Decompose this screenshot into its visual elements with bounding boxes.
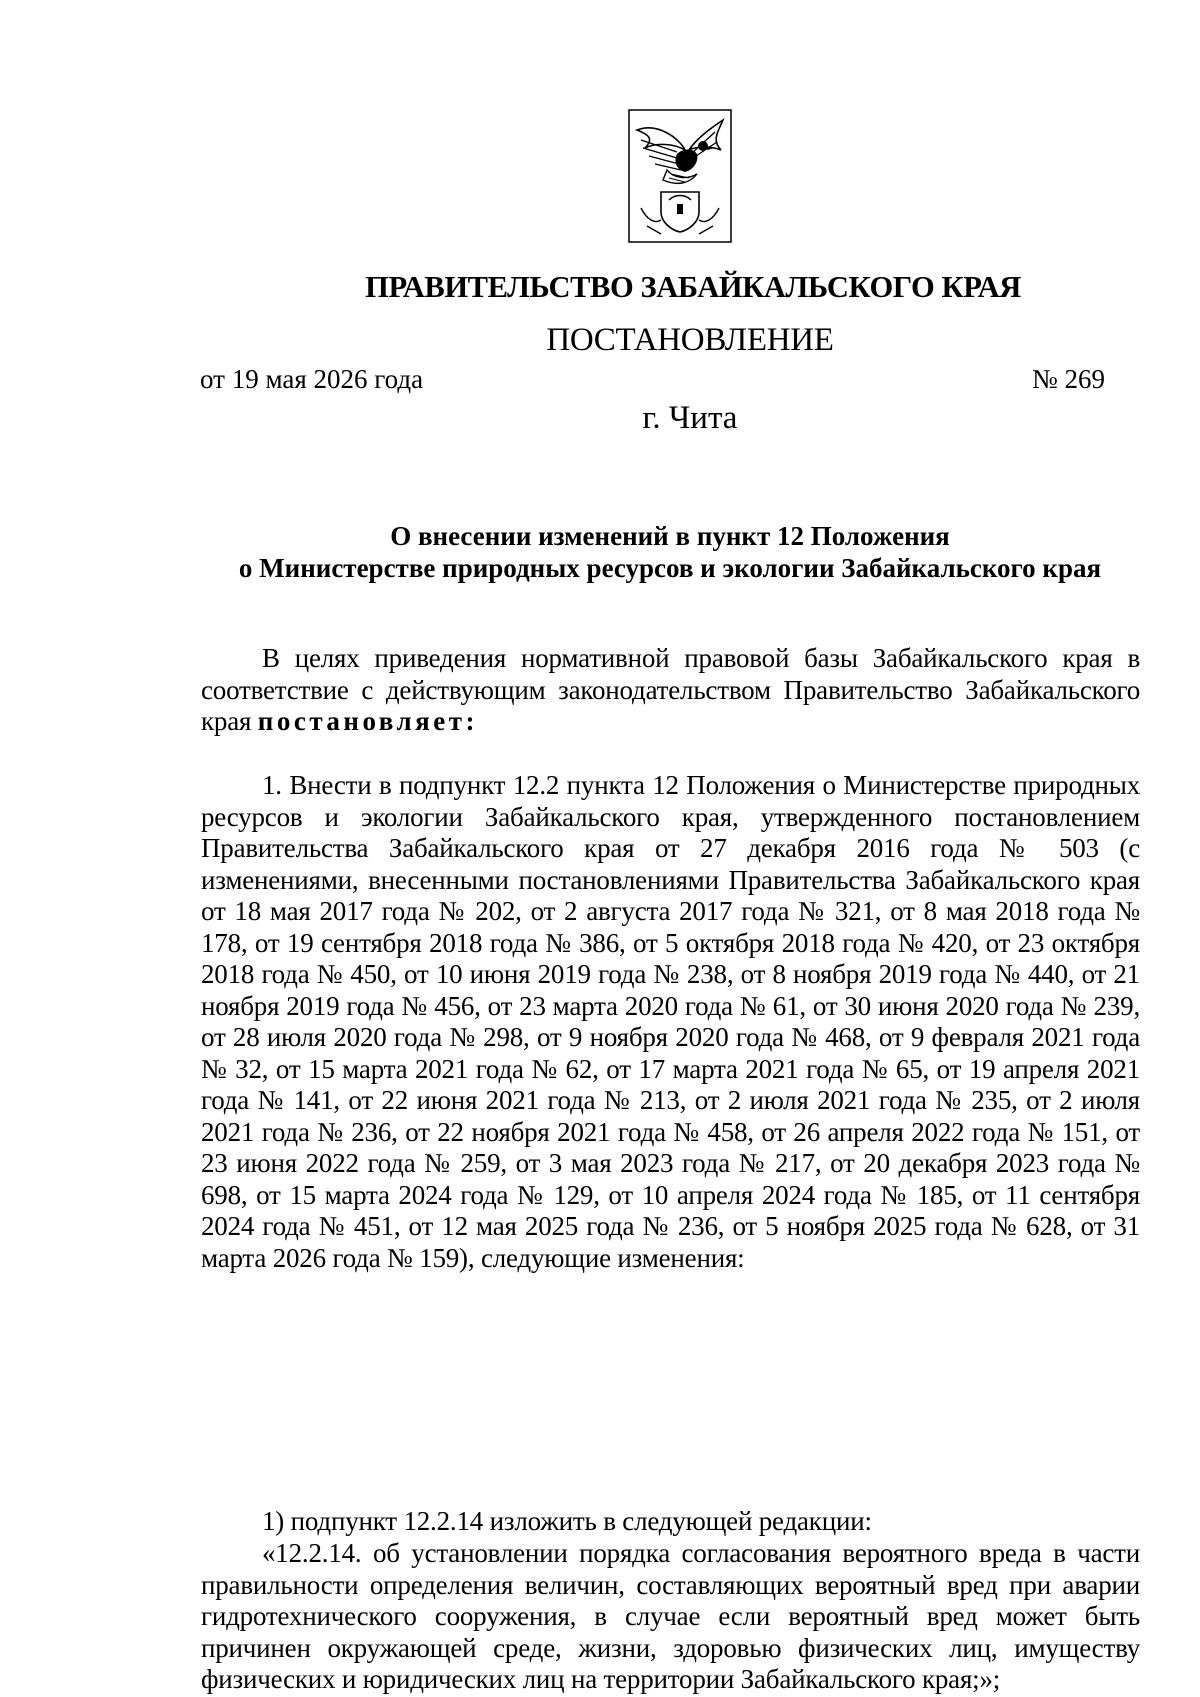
decree-word: постановляет: [257, 706, 479, 736]
document-city: г. Чита [642, 400, 738, 436]
subject-line-1: О внесении изменений в пункт 12 Положения [390, 521, 950, 551]
subitem-1-paragraph: 1) подпункт 12.2.14 изложить в следующей редакции: [262, 1506, 872, 1536]
document-type: ПОСТАНОВЛЕНИЕ [546, 322, 834, 358]
document-subject [200, 520, 1140, 584]
preamble-paragraph [201, 643, 1140, 738]
document-number: № 269 [1032, 364, 1106, 394]
subject-line-2: о Министерстве природных ресурсов и экологии Забайкальского края [238, 553, 1102, 583]
item-1-paragraph: 1. Внести в подпункт 12.2 пункта 12 Положения о Министерстве природных ресурсов и экологии Забайкальского края, утвержденного постановлением Правительства Забайкальского края от 27 декабря 2016 года № 503 (с изменениями, внесенными постановлениями Правительства Забайкальского края от 18 мая 2017 года № 202, от 2 августа 2017 года № 321, от 8 мая 2018 года № 178, от 19 сентября 2018 года № 386, от 5 октября 2018 года № 420, от 23 октября 2018 года № 450, от 10 июня 2019 года № 238, от 8 ноября 2019 года № 440, от 21 ноября 2019 года № 456, от 23 марта 2020 года № 61, от 30 июня 2020 года № 239, от 28 июля 2020 года № 298, от 9 ноября 2020 года № 468, от 9 февраля 2021 года № 32, от 15 марта 2021 года № 62, от 17 марта 2021 года № 65, от 19 апреля 2021 года № 141, от 22 июня 2021 года № 213, от 2 июля 2021 года № 235, от 2 июля 2021 года № 236, от 22 ноября 2021 года № 458, от 26 апреля 2022 года № 151, от 23 июня 2022 года № 259, от 3 мая 2023 года № 217, от 20 декабря 2023 года № 698, от 15 марта 2024 года № 129, от 10 апреля 2024 года № 185, от 11 сентября 2024 года № 451, от 12 мая 2025 года № 236, от 5 ноября 2025 года № 628, от 31 марта 2026 года № 159), следующие изменения: [201, 770, 1140, 1273]
document-date: от 19 мая 2026 года [200, 364, 424, 394]
government-name: ПРАВИТЕЛЬСТВО ЗАБАЙКАЛЬСКОГО КРАЯ [365, 270, 1021, 304]
preamble-text: В целях приведения нормативной правовой базы Забайкальского края в соответствие с действующим законодательством Правительство Забайкальского края [201, 643, 1140, 736]
coat-of-arms-icon [627, 108, 733, 244]
quoted-amendment-paragraph: «12.2.14. об установлении порядка согласования вероятного вреда в части правильности определения величин, составляющих вероятный вред при аварии гидротехнического сооружения, в случае если вероятный вред может быть причинен окружающей среде, жизни, здоровью физических лиц, имуществу физических и юридических лиц на территории Забайкальского края;»; [201, 1538, 1140, 1694]
